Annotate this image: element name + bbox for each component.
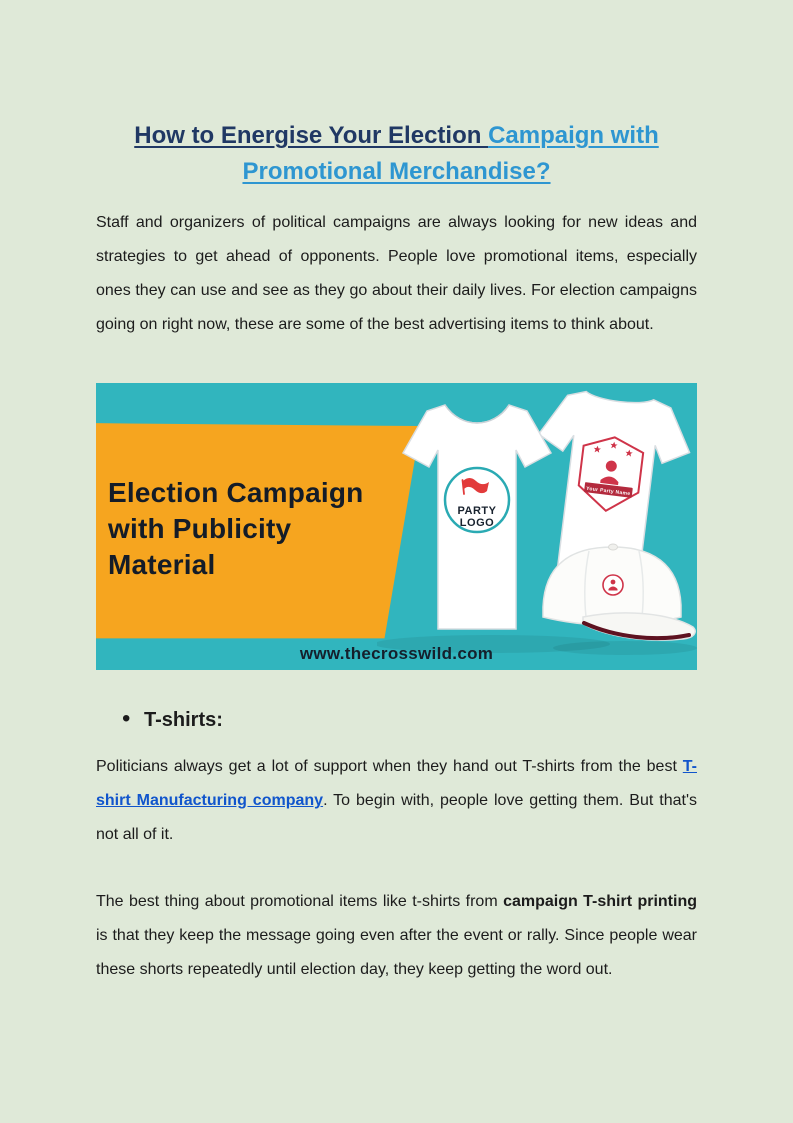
party-badge-line2: LOGO — [459, 517, 495, 529]
badge-ribbon-text: Your Party Name — [585, 485, 631, 498]
tshirts-heading-label: T-shirts: — [144, 709, 223, 731]
para1-text-before: Politicians always get a lot of support when they hand out T-shirts from the best — [96, 758, 683, 775]
cap-emblem-person — [611, 580, 616, 585]
party-logo-badge — [445, 468, 509, 532]
promo-banner-image — [96, 383, 697, 670]
para2-text-after: is that they keep the message going even after the event or rally. Since people wear these shorts repeatedly until election day, they keep getting the word out. — [96, 927, 697, 978]
tshirts-paragraph-1 — [96, 750, 697, 852]
cap-emblem-ring — [603, 575, 623, 595]
tshirts-section-heading — [96, 705, 223, 735]
title-part-1: How to Energise Your Election — [134, 122, 489, 149]
tshirts-paragraph-2 — [96, 885, 697, 987]
bullet-icon: • — [122, 705, 131, 732]
party-badge-line1: PARTY — [457, 505, 497, 517]
banner-headline: Election Campaign with Publicity Material — [108, 477, 364, 580]
para1-text-after: . To begin with, people love getting them. But that's not all of it. — [96, 792, 697, 843]
cap-button — [609, 544, 618, 550]
cap-emblem — [603, 575, 623, 595]
banner-website-text: www.thecrosswild.com — [299, 644, 494, 663]
para2-bold-text: campaign T-shirt printing — [503, 893, 697, 910]
para2-text-before: The best thing about promotional items like t-shirts from — [96, 893, 504, 910]
title-part-2: Campaign with Promotional Merchandise? — [242, 122, 659, 185]
banner-merch-graphic — [377, 383, 697, 670]
page-title — [96, 118, 697, 190]
front-tshirt-graphic — [403, 405, 551, 629]
tshirt-manufacturing-company-link[interactable]: T-shirt Manufacturing company — [96, 758, 697, 809]
cap-graphic — [543, 544, 695, 640]
intro-paragraph: Staff and organizers of political campaigns are always looking for new ideas and strategies to get ahead of opponents. People love promotional items, especially ones they can use and see as they go about their daily lives. For election campaigns going on right now, these are some of the best advertising items to think about. — [96, 214, 697, 333]
